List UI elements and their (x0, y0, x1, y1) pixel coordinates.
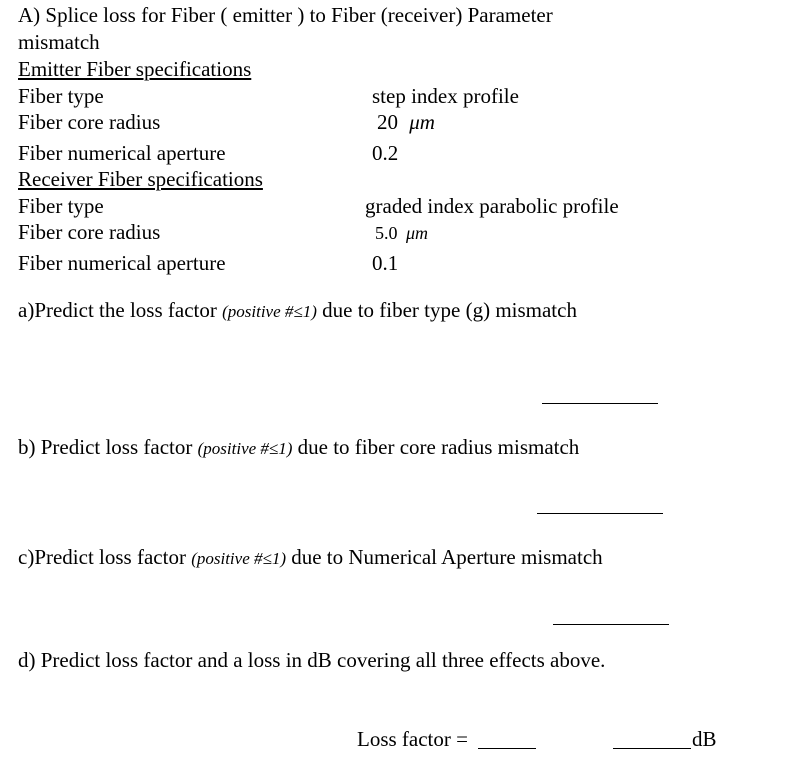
micrometer-unit: μm (406, 223, 429, 243)
receiver-core-radius-label: Fiber core radius (18, 220, 161, 244)
question-d: d) Predict loss factor and a loss in dB covering all three effects above. (18, 648, 606, 672)
emitter-na-label: Fiber numerical aperture (18, 141, 226, 165)
receiver-core-radius-number: 5.0 (375, 223, 398, 243)
question-c-text: c)Predict loss factor (18, 545, 192, 569)
emitter-na-value: 0.2 (372, 141, 399, 165)
question-a (18, 300, 577, 321)
question-b (18, 437, 579, 458)
receiver-fiber-type-value: graded index parabolic profile (365, 194, 619, 218)
emitter-core-radius-number: 20 (377, 110, 398, 134)
question-b-text: b) Predict loss factor (18, 435, 198, 459)
emitter-core-radius-value (377, 112, 435, 133)
receiver-core-radius-value (375, 224, 428, 242)
receiver-na-value: 0.1 (372, 251, 399, 275)
problem-title-continued: mismatch (18, 30, 100, 54)
db-label: dB (692, 727, 717, 751)
answer-blank-b[interactable] (537, 513, 663, 514)
receiver-heading: Receiver Fiber specifications (18, 167, 263, 191)
question-b-text-end: due to fiber core radius mismatch (292, 435, 580, 459)
loss-db-blank[interactable] (613, 748, 691, 749)
receiver-fiber-type-label: Fiber type (18, 194, 104, 218)
loss-factor-label: Loss factor = (357, 727, 468, 751)
question-b-condition: (positive #≤1) (197, 439, 293, 458)
emitter-fiber-type-label: Fiber type (18, 84, 104, 108)
problem-title: A) Splice loss for Fiber ( emitter ) to Fiber (receiver) Parameter (18, 3, 553, 27)
question-c-text-end: due to Numerical Aperture mismatch (285, 545, 603, 569)
loss-factor-blank[interactable] (478, 748, 536, 749)
question-c (18, 547, 603, 568)
answer-blank-a[interactable] (542, 403, 658, 404)
micrometer-unit: μm (409, 110, 435, 134)
emitter-fiber-type-value: step index profile (372, 84, 519, 108)
question-c-condition: (positive #≤1) (191, 549, 286, 568)
receiver-na-label: Fiber numerical aperture (18, 251, 226, 275)
emitter-heading: Emitter Fiber specifications (18, 57, 252, 81)
question-a-text: a)Predict the loss factor (18, 298, 223, 322)
emitter-core-radius-label: Fiber core radius (18, 110, 161, 134)
answer-blank-c[interactable] (553, 624, 669, 625)
question-a-condition: (positive #≤1) (222, 302, 317, 321)
question-a-text-end: due to fiber type (g) mismatch (316, 298, 577, 322)
